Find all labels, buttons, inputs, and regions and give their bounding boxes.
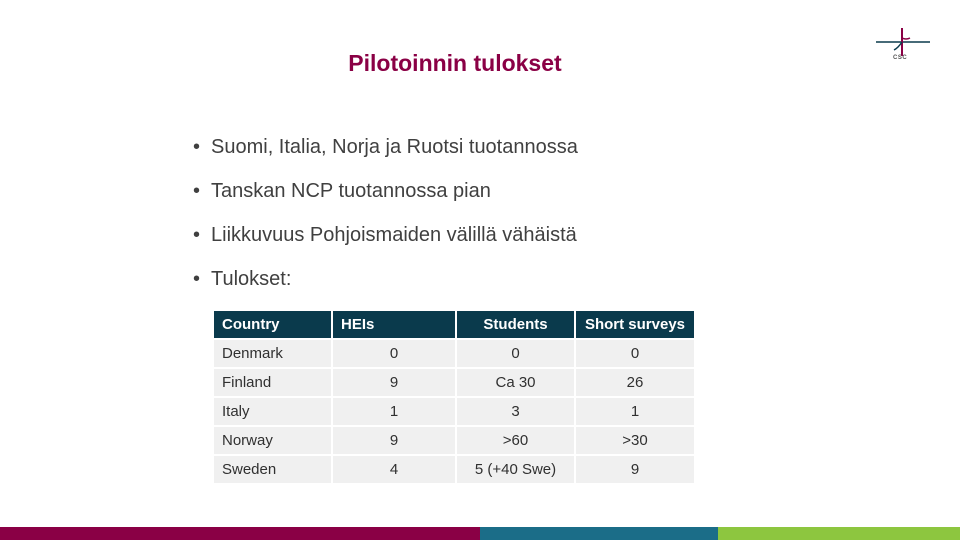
header-short-surveys: Short surveys — [576, 311, 696, 340]
cell-short-surveys: 9 — [576, 456, 696, 485]
footer-bar-green — [718, 527, 960, 540]
bullet-dot: • — [193, 136, 201, 158]
cell-students: 3 — [457, 398, 576, 427]
footer-bar-magenta — [0, 527, 480, 540]
cell-heis: 1 — [333, 398, 457, 427]
table-row — [214, 369, 696, 398]
table-row — [214, 398, 696, 427]
cell-short-surveys: >30 — [576, 427, 696, 456]
bullet-dot: • — [193, 224, 201, 246]
cell-students: Ca 30 — [457, 369, 576, 398]
bullet-text: Suomi, Italia, Norja ja Ruotsi tuotannossa — [211, 136, 578, 158]
bullet-text: Tulokset: — [211, 268, 292, 290]
cell-students: >60 — [457, 427, 576, 456]
cell-short-surveys: 26 — [576, 369, 696, 398]
header-students: Students — [457, 311, 576, 340]
header-country: Country — [214, 311, 333, 340]
cell-country: Norway — [214, 427, 333, 456]
table-row — [214, 340, 696, 369]
bullet-item — [193, 224, 578, 268]
bullet-dot: • — [193, 268, 201, 290]
table-row — [214, 456, 696, 485]
bullet-item — [193, 268, 578, 312]
bullet-item — [193, 136, 578, 180]
cell-country: Finland — [214, 369, 333, 398]
bullet-item — [193, 180, 578, 224]
cell-country: Sweden — [214, 456, 333, 485]
cell-heis: 4 — [333, 456, 457, 485]
table-row — [214, 427, 696, 456]
cell-heis: 9 — [333, 369, 457, 398]
footer-bar-teal — [480, 527, 718, 540]
bullet-list — [193, 136, 578, 312]
cell-short-surveys: 0 — [576, 340, 696, 369]
cell-students: 5 (+40 Swe) — [457, 456, 576, 485]
cell-heis: 9 — [333, 427, 457, 456]
logo-text: CSC — [893, 55, 908, 61]
cell-students: 0 — [457, 340, 576, 369]
header-heis: HEIs — [333, 311, 457, 340]
cell-short-surveys: 1 — [576, 398, 696, 427]
table-header-row — [214, 311, 696, 340]
results-table — [214, 311, 696, 485]
bullet-dot: • — [193, 180, 201, 202]
bullet-text: Tanskan NCP tuotannossa pian — [211, 180, 491, 202]
cell-country: Italy — [214, 398, 333, 427]
slide-title: Pilotoinnin tulokset — [348, 50, 562, 76]
cell-country: Denmark — [214, 340, 333, 369]
cell-heis: 0 — [333, 340, 457, 369]
bullet-text: Liikkuvuus Pohjoismaiden välillä vähäistä — [211, 224, 577, 246]
